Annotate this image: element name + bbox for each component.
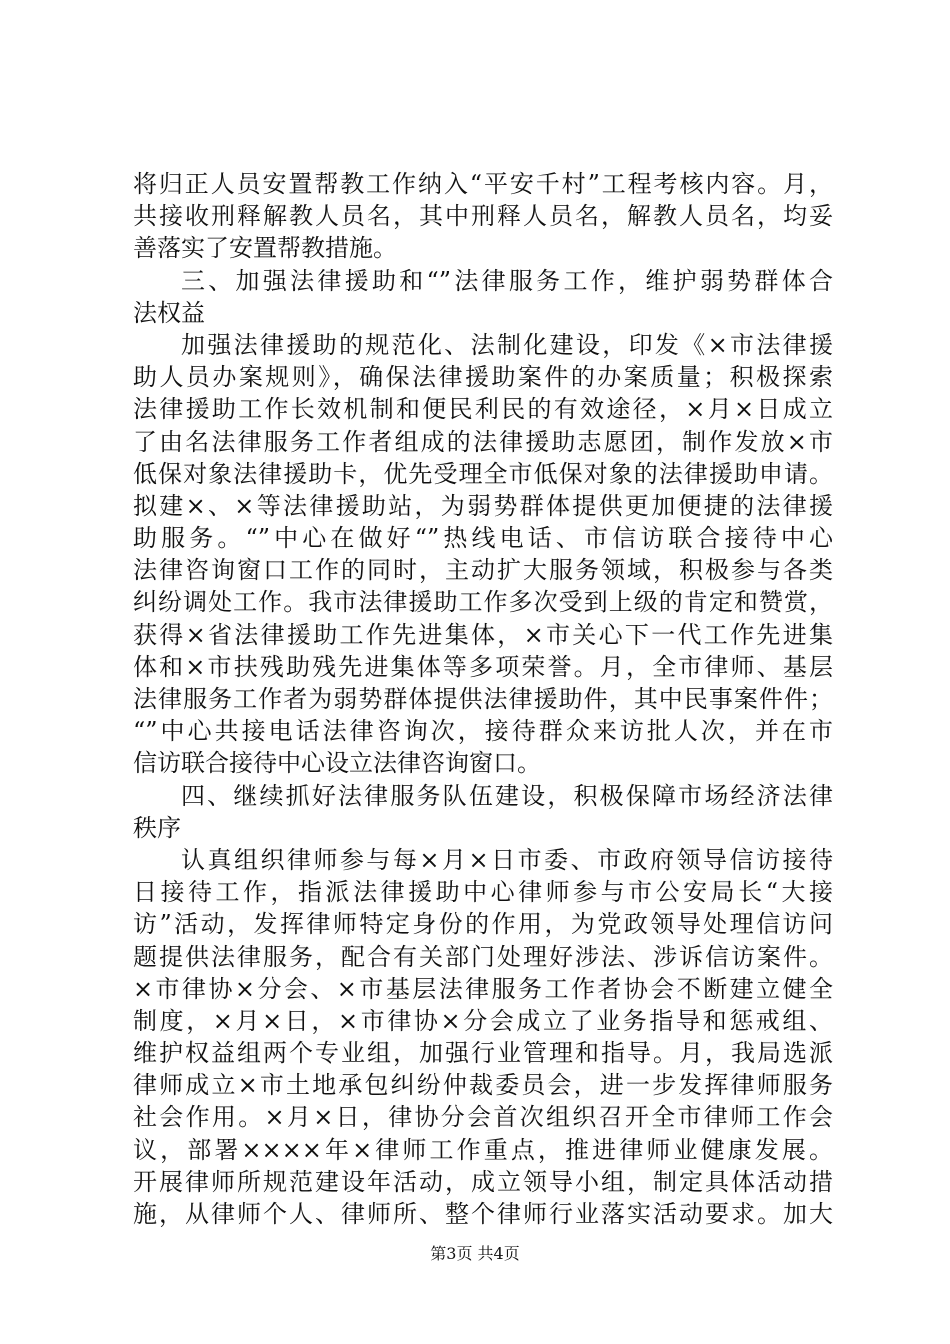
text-line: 共接收刑释解教人员名，其中刑释人员名，解教人员名，均妥 [133, 202, 833, 231]
text-line: 了由名法律服务工作者组成的法律援助志愿团，制作发放×市 [133, 427, 833, 456]
text-line: 信访联合接待中心设立法律咨询窗口。 [133, 749, 541, 778]
text-line: 开展律师所规范建设年活动，成立领导小组，制定具体活动措 [133, 1167, 833, 1196]
text-line: 日接待工作，指派法律援助中心律师参与市公安局长“大接 [133, 878, 833, 907]
text-line: 制度，×月×日，×市律协×分会成立了业务指导和惩戒组、 [133, 1006, 833, 1035]
text-line: 法律援助工作长效机制和便民利民的有效途径，×月×日成立 [133, 395, 833, 424]
text-line: 加强法律援助的规范化、法制化建设，印发《×市法律援 [181, 330, 833, 359]
text-line: 认真组织律师参与每×月×日市委、市政府领导信访接待 [181, 845, 833, 874]
text-line: 低保对象法律援助卡，优先受理全市低保对象的法律援助申请。 [133, 459, 833, 488]
text-line: 体和×市扶残助残先进集体等多项荣誉。月，全市律师、基层 [133, 652, 833, 681]
text-line: “”中心共接电话法律咨询次，接待群众来访批人次，并在市 [133, 717, 833, 746]
text-line: 维护权益组两个专业组，加强行业管理和指导。月，我局选派 [133, 1039, 833, 1068]
section-heading: 秩序 [133, 813, 181, 842]
text-line: 助服务。“”中心在做好“”热线电话、市信访联合接待中心 [133, 524, 833, 553]
text-line: ×市律协×分会、×市基层法律服务工作者协会不断建立健全 [133, 974, 833, 1003]
text-line: 议，部署××××年×律师工作重点，推进律师业健康发展。 [133, 1135, 833, 1164]
text-line: 获得×省法律援助工作先进集体，×市关心下一代工作先进集 [133, 620, 833, 649]
section-heading: 四、继续抓好法律服务队伍建设，积极保障市场经济法律 [181, 781, 833, 810]
text-line: 题提供法律服务，配合有关部门处理好涉法、涉诉信访案件。 [133, 942, 833, 971]
section-heading: 法权益 [133, 298, 205, 327]
text-line: 访”活动，发挥律师特定身份的作用，为党政领导处理信访问 [133, 910, 833, 939]
text-line: 社会作用。×月×日，律协分会首次组织召开全市律师工作会 [133, 1103, 833, 1132]
text-line: 法律服务工作者为弱势群体提供法律援助件，其中民事案件件； [133, 685, 833, 713]
text-line: 拟建×、×等法律援助站，为弱势群体提供更加便捷的法律援 [133, 491, 833, 520]
text-line: 助人员办案规则》，确保法律援助案件的办案质量；积极探索 [133, 363, 833, 392]
text-line: 善落实了安置帮教措施。 [133, 234, 397, 263]
section-heading: 三、加强法律援助和“”法律服务工作，维护弱势群体合 [181, 266, 833, 295]
text-line: 法律咨询窗口工作的同时，主动扩大服务领域，积极参与各类 [133, 556, 833, 585]
text-line: 将归正人员安置帮教工作纳入“平安千村”工程考核内容。月， [133, 170, 833, 198]
text-line: 纠纷调处工作。我市法律援助工作多次受到上级的肯定和赞赏， [133, 588, 833, 617]
text-line: 律师成立×市土地承包纠纷仲裁委员会，进一步发挥律师服务 [133, 1071, 833, 1100]
text-line: 施，从律师个人、律师所、整个律师行业落实活动要求。加大 [133, 1200, 833, 1228]
document-body [133, 168, 833, 1230]
page-number-footer: 第3页 共4页 [430, 1244, 520, 1263]
